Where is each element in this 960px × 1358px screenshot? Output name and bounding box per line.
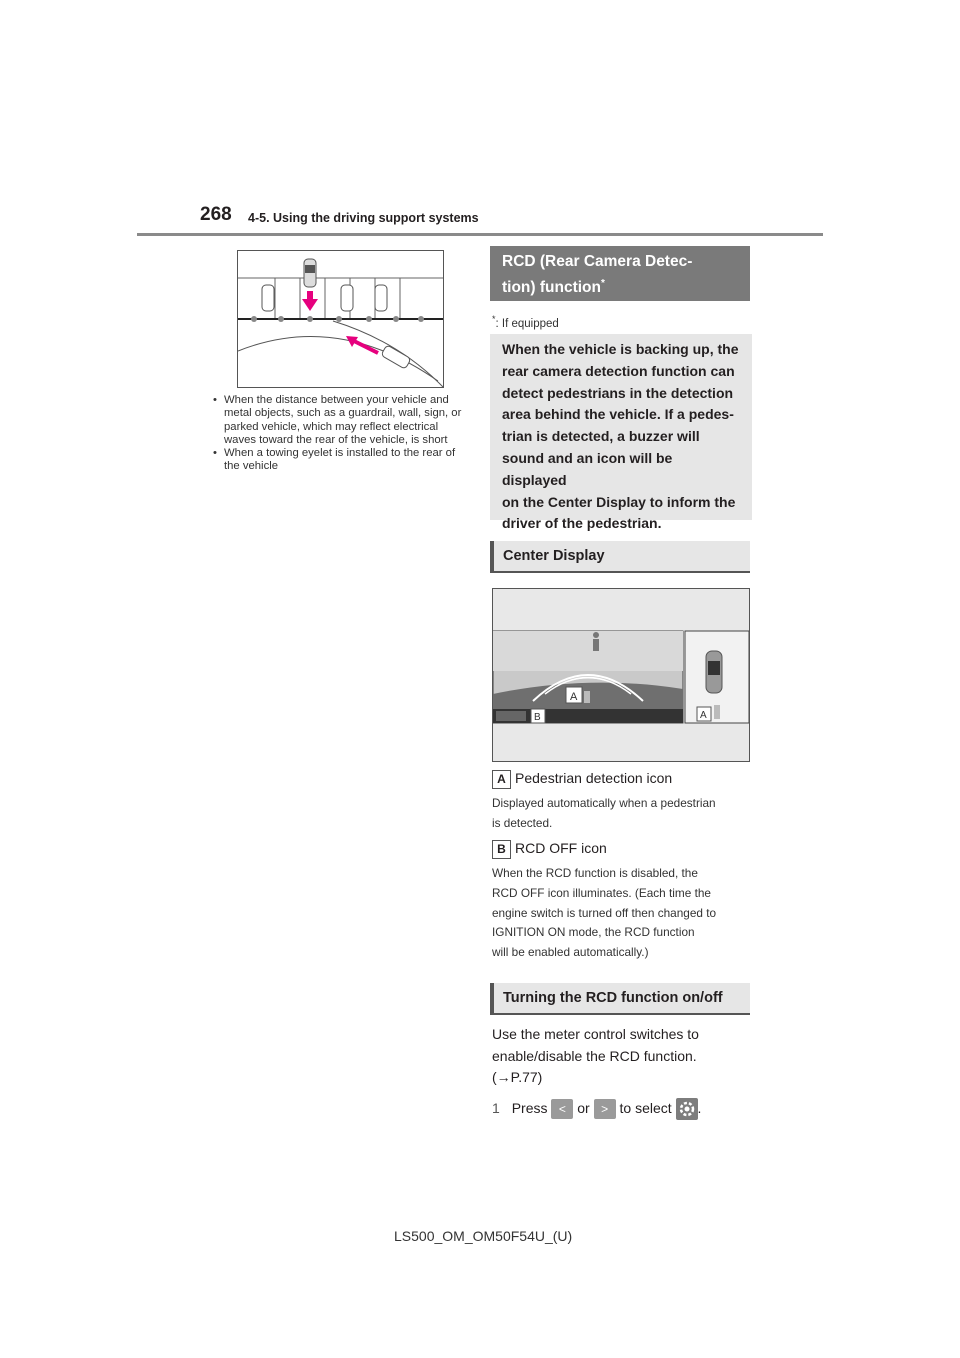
desc-line: trian is detected, a buzzer will — [502, 428, 700, 445]
page-number: 268 — [200, 204, 232, 225]
bullet-item: • When the distance between your vehicle and metal objects, such as a guardrail, wall, sign, or parked vehicle, which may reflect electrical waves toward the rear of the vehicle, is short — [213, 394, 469, 447]
desc-line: sound and an icon will be displayed — [502, 449, 673, 488]
center-display-heading: Center Display — [490, 541, 750, 573]
turning-body — [492, 1024, 748, 1089]
step-1 — [492, 1098, 752, 1120]
step-end: . — [697, 1100, 702, 1116]
title-asterisk: * — [601, 278, 605, 289]
rcd-title-line: tion) function — [502, 279, 601, 297]
text-line: When the RCD function is disabled, the — [492, 866, 698, 880]
footer-code: LS500_OM_OM50F54U_(U) — [394, 1228, 573, 1244]
item-a-title: Pedestrian detection icon — [515, 770, 673, 786]
parking-illustration — [237, 250, 444, 388]
text-line: Displayed automatically when a pedestrian — [492, 796, 716, 810]
gear-icon — [676, 1098, 698, 1120]
figure-label-b: B — [534, 712, 541, 723]
step-or-text: or — [577, 1100, 590, 1116]
parking-diagram — [238, 251, 443, 387]
item-b-title: RCD OFF icon — [515, 840, 607, 856]
desc-line: When the vehicle is backing up, the — [502, 341, 739, 357]
text-line: Use the meter control switches to — [492, 1026, 699, 1042]
item-b-description — [492, 864, 748, 963]
text-line: engine switch is turned off then changed to — [492, 905, 717, 920]
footnote — [492, 314, 559, 330]
text-line: will be enabled automatically.) — [492, 945, 649, 960]
text-line: (→P.77) — [492, 1069, 543, 1085]
right-arrow-key: > — [594, 1099, 616, 1119]
label-a-box: A — [492, 770, 511, 789]
label-b-box: B — [492, 840, 511, 859]
text-line: is detected. — [492, 815, 553, 830]
rcd-title-line: RCD (Rear Camera Detec- — [502, 253, 693, 270]
desc-line: area behind the vehicle. If a pedes- — [502, 406, 734, 423]
desc-line: detect pedestrians in the detection — [502, 384, 734, 401]
figure-label-a: A — [570, 691, 578, 703]
desc-line: rear camera detection function can — [502, 362, 735, 379]
item-a-description — [492, 794, 748, 834]
turning-heading: Turning the RCD function on/off — [490, 983, 750, 1015]
desc-line: driver of the pedestrian. — [502, 515, 662, 532]
rcd-description — [490, 334, 752, 532]
footnote-asterisk: * — [492, 314, 496, 324]
step-number: 1 — [492, 1100, 500, 1116]
limitation-bullets — [213, 394, 469, 474]
footnote-text: : If equipped — [495, 317, 559, 330]
section-title: 4-5. Using the driving support systems — [248, 211, 479, 225]
text-line: IGNITION ON mode, the RCD function — [492, 925, 695, 940]
bullet-item: • When a towing eyelet is installed to the rear of the vehicle — [213, 447, 469, 474]
center-display-diagram — [493, 589, 749, 761]
text-line: RCD OFF icon illuminates. (Each time the — [492, 885, 711, 900]
step-press-text: Press — [511, 1100, 548, 1116]
desc-line: on the Center Display to inform the — [502, 493, 736, 510]
rcd-title — [490, 246, 750, 301]
header-rule — [137, 233, 823, 236]
figure-label-a: A — [700, 710, 707, 721]
step-select-text: to select — [619, 1100, 672, 1116]
center-display-illustration — [492, 588, 750, 762]
left-arrow-key: < — [551, 1099, 573, 1119]
text-line: enable/disable the RCD function. — [492, 1047, 697, 1064]
